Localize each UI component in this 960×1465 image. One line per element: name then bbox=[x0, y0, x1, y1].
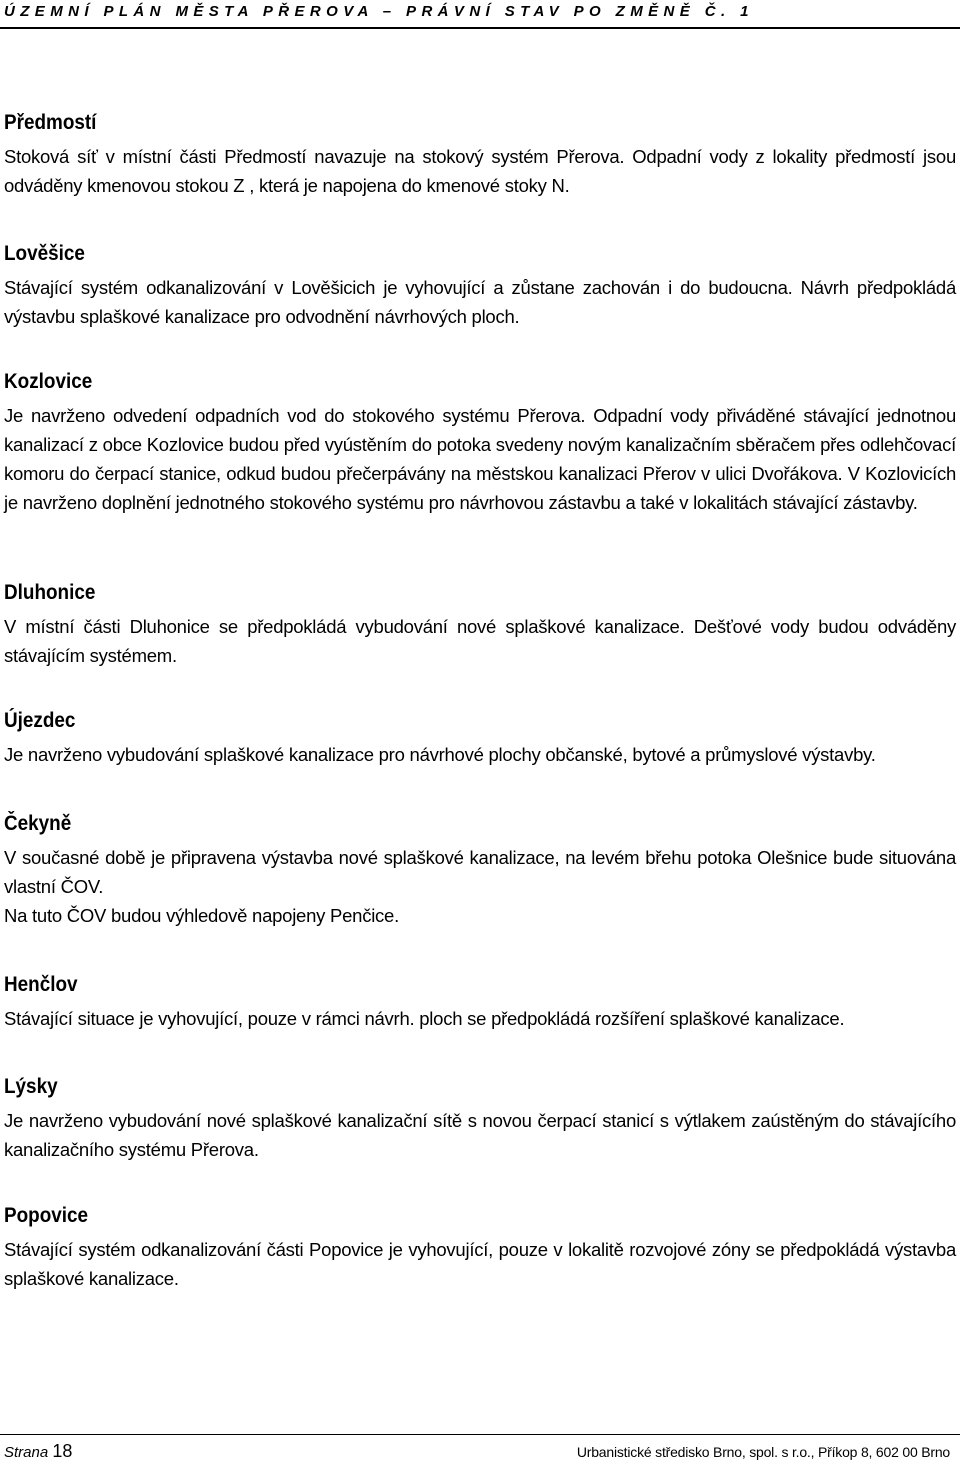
section-ujezdec bbox=[4, 708, 956, 769]
section-paragraph: Je navrženo vybudování splaškové kanalizace pro návrhové plochy občanské, bytové a průmyslové výstavby. bbox=[4, 744, 876, 765]
section-lysky bbox=[4, 1074, 956, 1164]
page-label: Strana bbox=[4, 1444, 49, 1461]
page-number-value: 18 bbox=[52, 1441, 73, 1461]
section-popovice bbox=[4, 1203, 956, 1293]
section-paragraph: Na tuto ČOV budou výhledově napojeny Penčice. bbox=[4, 905, 399, 926]
section-heading: Dluhonice bbox=[4, 581, 96, 604]
section-paragraph: V místní části Dluhonice se předpokládá vybudování nové splaškové kanalizace. Dešťové vody budou odváděny stávajícím systémem. bbox=[4, 616, 956, 666]
section-heading: Kozlovice bbox=[4, 370, 93, 393]
publisher-info: Urbanistické středisko Brno, spol. s r.o., Příkop 8, 602 00 Brno bbox=[576, 1444, 950, 1460]
section-predmosti bbox=[4, 110, 956, 200]
section-dluhonice bbox=[4, 580, 956, 670]
document-header-title: ÚZEMNÍ PLÁN MĚSTA PŘEROVA – PRÁVNÍ STAV PO ZMĚNĚ Č. 1 bbox=[4, 3, 754, 20]
section-heading: Újezdec bbox=[4, 709, 76, 732]
section-heading: Lověšice bbox=[4, 242, 85, 265]
section-heading: Henčlov bbox=[4, 973, 78, 996]
page-number bbox=[4, 1441, 72, 1463]
section-heading: Předmostí bbox=[4, 111, 97, 134]
section-heading: Čekyně bbox=[4, 812, 72, 835]
section-heading: Lýsky bbox=[4, 1075, 58, 1098]
section-kozlovice bbox=[4, 369, 956, 517]
section-paragraph: Je navrženo vybudování nové splaškové kanalizační sítě s novou čerpací stanicí s výtlakem zaústěným do stávajícího kanalizačního systému Přerova. bbox=[4, 1110, 956, 1160]
section-paragraph: Stoková síť v místní části Předmostí navazuje na stokový systém Přerova. Odpadní vody z lokality předmostí jsou odváděny kmenovou stokou Z , která je napojena do kmenové stoky N. bbox=[4, 146, 956, 196]
section-paragraph: Stávající systém odkanalizování části Popovice je vyhovující, pouze v lokalitě rozvojové zóny se předpokládá výstavba splaškové kanalizace. bbox=[4, 1239, 956, 1289]
section-henclov bbox=[4, 972, 956, 1033]
footer-divider bbox=[0, 1434, 960, 1435]
header-divider bbox=[0, 27, 960, 29]
section-paragraph: Stávající situace je vyhovující, pouze v rámci návrh. ploch se předpokládá rozšíření splaškové kanalizace. bbox=[4, 1008, 845, 1029]
section-paragraph: V současné době je připravena výstavba nové splaškové kanalizace, na levém břehu potoka Olešnice bude situována vlastní ČOV. bbox=[4, 847, 956, 897]
section-paragraph: Je navrženo odvedení odpadních vod do stokového systému Přerova. Odpadní vody přiváděné stávající jednotnou kanalizací z obce Kozlovice budou před vyústěním do potoka svedeny novým kanalizačním sběračem přes odlehčovací komoru do čerpací stanice, odkud budou přečerpávány na městskou kanalizaci Přerov v ulici Dvořákova. V Kozlovicích je navrženo doplnění jednotného stokového systému pro návrhovou zástavbu a také v lokalitách stávající zástavby. bbox=[4, 405, 956, 513]
section-lovesice bbox=[4, 241, 956, 331]
section-paragraph: Stávající systém odkanalizování v Lověšicich je vyhovující a zůstane zachován i do budoucna. Návrh předpokládá výstavbu splaškové kanalizace pro odvodnění návrhových ploch. bbox=[4, 277, 956, 327]
section-heading: Popovice bbox=[4, 1204, 89, 1227]
section-cekyne bbox=[4, 811, 956, 930]
